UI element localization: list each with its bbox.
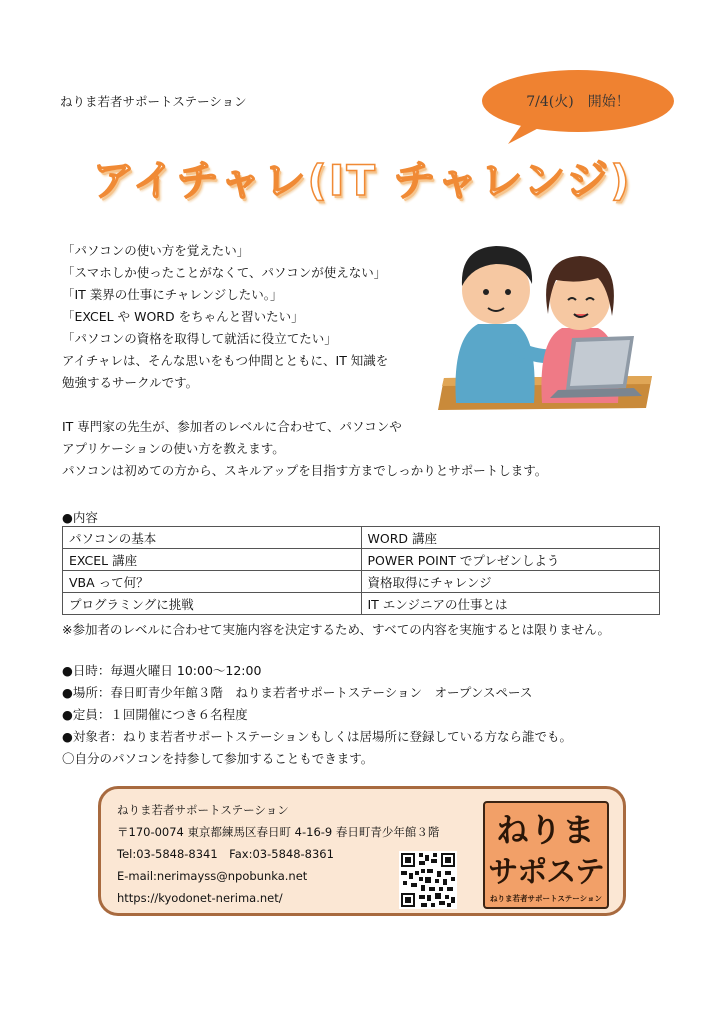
students-computer-illustration — [438, 228, 662, 418]
contact-address: 〒170-0074 東京都練馬区春日町 4-16-9 春日町青少年館３階 — [117, 825, 440, 839]
detail-target: ●対象者：ねりま若者サポートステーションもしくは居場所に登録している方なら誰でも。 — [62, 729, 573, 744]
contents-note: ※参加者のレベルに合わせて実施内容を決定するため、すべての内容を実施するとは限りません。 — [62, 622, 610, 637]
course-table — [62, 526, 660, 615]
intro-line: 「スマホしか使ったことがなくて、パソコンが使えない」 — [62, 265, 387, 280]
intro-line: パソコンは初めての方から、スキルアップを目指す方までしっかりとサポートします。 — [62, 463, 548, 478]
table-row — [63, 527, 660, 549]
start-date-bubble — [482, 70, 674, 132]
intro-line: IT 専門家の先生が、参加者のレベルに合わせて、パソコンや — [62, 419, 402, 434]
table-cell: IT エンジニアの仕事とは — [361, 593, 660, 615]
intro-line: 「EXCEL や WORD をちゃんと習いたい」 — [62, 309, 304, 324]
contact-box — [98, 786, 626, 916]
saposute-logo — [483, 801, 609, 909]
intro-line: 「IT 業界の仕事にチャレンジしたい。」 — [62, 287, 283, 302]
table-cell: WORD 講座 — [361, 527, 660, 549]
contact-name: ねりま若者サポートステーション — [117, 803, 289, 817]
table-row — [63, 593, 660, 615]
table-cell: パソコンの基本 — [63, 527, 362, 549]
table-cell: プログラミングに挑戦 — [63, 593, 362, 615]
detail-bring-pc: 〇自分のパソコンを持参して参加することもできます。 — [62, 751, 374, 766]
logo-text-line2: サポステ — [488, 855, 604, 890]
table-cell: EXCEL 講座 — [63, 549, 362, 571]
contact-phone: Tel:03-5848-8341 Fax:03-5848-8361 — [117, 847, 334, 861]
start-date-text: 7/4(火) 開始！ — [526, 94, 630, 110]
intro-line: 「パソコンの使い方を覚えたい」 — [62, 243, 250, 258]
main-title: アイチャレ(IT チャレンジ) — [92, 156, 632, 205]
logo-text-line3: ねりま若者サポートステーション — [490, 894, 602, 903]
qr-code-icon[interactable] — [399, 851, 457, 909]
contact-email[interactable]: E-mail:nerimayss@npobunka.net — [117, 869, 308, 883]
logo-text-line1: ねりま — [496, 811, 596, 849]
contact-info — [117, 799, 439, 909]
detail-datetime: ●日時：毎週火曜日 10:00～12:00 — [62, 663, 262, 678]
event-details — [62, 660, 572, 770]
intro-line: アイチャレは、そんな思いをもつ仲間とともに、IT 知識を — [62, 353, 389, 368]
detail-location: ●場所：春日町青少年館３階 ねりま若者サポートステーション オープンスペース — [62, 685, 533, 700]
table-cell: 資格取得にチャレンジ — [361, 571, 660, 593]
contents-heading: ●内容 — [62, 510, 98, 525]
detail-capacity: ●定員：１回開催につき６名程度 — [62, 707, 248, 722]
table-row — [63, 571, 660, 593]
intro-line: アプリケーションの使い方を教えます。 — [62, 441, 285, 456]
table-row — [63, 549, 660, 571]
table-cell: POWER POINT でプレゼンしよう — [361, 549, 660, 571]
table-cell: VBA って何？ — [63, 571, 362, 593]
contact-url[interactable]: https://kyodonet-nerima.net/ — [117, 891, 283, 905]
intro-line: 勉強するサークルです。 — [62, 375, 199, 390]
intro-line: 「パソコンの資格を取得して就活に役立てたい」 — [62, 331, 337, 346]
org-name-header: ねりま若者サポートステーション — [60, 94, 247, 109]
